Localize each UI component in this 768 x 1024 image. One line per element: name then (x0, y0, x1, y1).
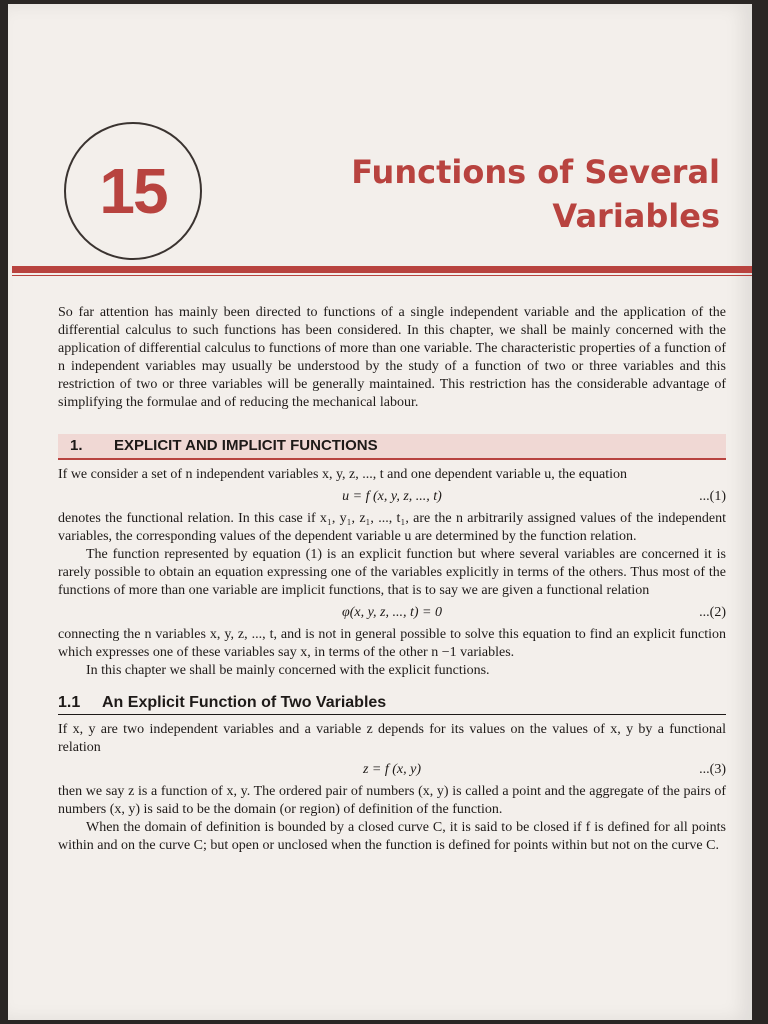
subsection-title: An Explicit Function of Two Variables (102, 694, 387, 711)
section-title: EXPLICIT AND IMPLICIT FUNCTIONS (114, 437, 378, 454)
header-rule-thick (12, 266, 752, 273)
equation-2-tag: ...(2) (699, 605, 726, 620)
equation-2-expression: φ(x, y, z, ..., t) = 0 (341, 605, 442, 620)
chapter-title (300, 150, 720, 238)
chapter-title-line1: Functions of Several (351, 153, 720, 191)
section1-paragraph-5: In this chapter we shall be mainly concerned with the explicit functions. (86, 663, 490, 678)
chapter-number: 15 (99, 155, 167, 227)
chapter-title-line2: Variables (552, 197, 720, 235)
section1-paragraph-4: connecting the n variables x, y, z, ..., t, and is not in general possible to solve this equation to find an explicit function which expresses one of these variables say x, in terms of the other n −1 variables. (58, 627, 726, 660)
equation-3-expression: z = f (x, y) (362, 762, 422, 777)
equation-2 (58, 602, 726, 624)
page-body (58, 304, 726, 855)
equation-3 (58, 759, 726, 781)
section-number: 1. (70, 437, 83, 454)
subsection-paragraph-1: If x, y are two independent variables and a variable z depends for its values on the values of x, y by a functional relation (58, 722, 726, 755)
book-page (8, 4, 752, 1020)
intro-paragraph: So far attention has mainly been directed to functions of a single independent variable and the application of the differential calculus to such functions has been considered. In this chapter, we shall be mainly concerned with the application of differential calculus to functions of more than one variable. The characteristic properties of a function of n independent variables may usually be understood by the study of a function of two or three variables and this restriction of two or three variables will be generally maintained. This restriction has the considerable advantage of simplifying the formulae and of reducing the mechanical labour. (58, 305, 726, 410)
equation-1 (58, 486, 726, 508)
subsection-heading-1-1 (58, 692, 726, 715)
chapter-number-badge (64, 122, 202, 260)
equation-1-expression: u = f (x, y, z, ..., t) (342, 489, 442, 504)
section1-paragraph-2: denotes the functional relation. In this case if x₁, y₁, z₁, ..., t₁, are the n arbitrarily assigned values of the independent variables, the corresponding values of the dependent variable u are determined by the function relation. (58, 511, 726, 544)
equation-1-tag: ...(1) (699, 489, 726, 504)
section1-paragraph-3: The function represented by equation (1) is an explicit function but where several variables are concerned it is rarely possible to obtain an equation expressing one of the variables explicitly in terms of the others. Thus most of the functions of more than one variable are implicit functions, that is to say we are given a functional relation (58, 547, 726, 598)
subsection-number: 1.1 (58, 694, 81, 711)
equation-3-tag: ...(3) (699, 762, 726, 777)
subsection-paragraph-2: then we say z is a function of x, y. The ordered pair of numbers (x, y) is called a point and the aggregate of the pairs of numbers (x, y) is said to be the domain (or region) of definition of the function. (58, 784, 726, 817)
section1-paragraph-1: If we consider a set of n independent variables x, y, z, ..., t and one dependent variable u, the equation (58, 467, 628, 482)
section-heading-1 (58, 434, 726, 460)
header-rule-thin (12, 275, 752, 276)
subsection-paragraph-3: When the domain of definition is bounded by a closed curve C, it is said to be closed if f is defined for all points within and on the curve C; but open or unclosed when the function is defined for points within but not on the curve C. (58, 820, 726, 853)
